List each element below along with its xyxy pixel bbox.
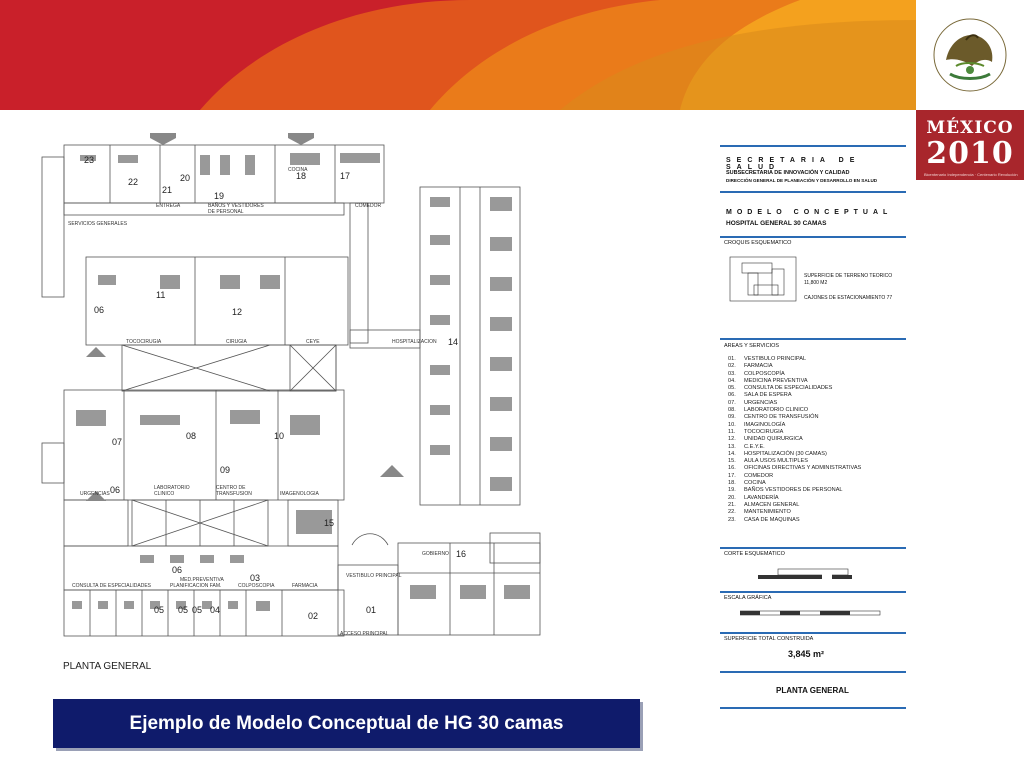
room-number: 17 xyxy=(340,171,351,181)
areas-heading: AREAS Y SERVICIOS xyxy=(724,343,780,349)
label-laboratorio: LABORATORIO xyxy=(154,485,190,491)
org-subtitle: SUBSECRETARIA DE INNOVACIÓN Y CALIDAD xyxy=(726,170,850,176)
seal-icon xyxy=(916,0,1024,110)
room-number: 05 xyxy=(192,605,203,615)
room-number: 10 xyxy=(274,431,285,441)
parking-spaces: CAJONES DE ESTACIONAMIENTO 77 xyxy=(804,295,893,301)
label-acceso: ACCESO PRINCIPAL xyxy=(340,631,389,637)
label-planificacion: PLANIFICACION FAM. xyxy=(170,583,222,589)
label-hospitalizacion: HOSPITALIZACION xyxy=(392,339,437,345)
room-number: 06 xyxy=(172,565,183,575)
divider xyxy=(720,591,906,593)
list-item: 14. HOSPITALIZACIÓN (30 CAMAS) xyxy=(728,450,827,457)
list-item: 06. SALA DE ESPERA xyxy=(728,392,792,399)
list-item: 07. URGENCIAS xyxy=(728,399,778,406)
list-item: 09. CENTRO DE TRANSFUSIÓN xyxy=(728,414,819,421)
list-item: 23. CASA DE MAQUINAS xyxy=(728,516,800,523)
list-item: 18. COCINA xyxy=(728,480,766,487)
label-banos-2: DE PERSONAL xyxy=(208,209,244,215)
room-number: 06 xyxy=(110,485,121,495)
floor-plan xyxy=(20,125,550,680)
room-number: 15 xyxy=(324,518,335,528)
site-area-value: 11,800 M2 xyxy=(804,280,828,286)
divider xyxy=(720,547,906,549)
org-direction: DIRECCIÓN GENERAL DE PLANEACIÓN Y DESARROLLO EN SALUD xyxy=(726,178,878,183)
built-area-value: 3,845 m² xyxy=(788,649,825,659)
org-title: SECRETARIA DE SALUD xyxy=(726,157,861,171)
graphic-scale xyxy=(740,605,890,621)
label-servicios-generales: SERVICIOS GENERALES xyxy=(68,221,128,227)
section-heading: CORTE ESQUEMATICO xyxy=(724,551,785,557)
built-area-heading: SUPERFICIE TOTAL CONSTRUIDA xyxy=(724,636,814,642)
list-item: 17. COMEDOR xyxy=(728,472,774,479)
caption-banner: Ejemplo de Modelo Conceptual de HG 30 camas xyxy=(53,699,640,748)
list-item: 04. MEDICINA PREVENTIVA xyxy=(728,377,808,384)
room-number: 18 xyxy=(296,171,307,181)
list-item: 03. COLPOSCOPÍA xyxy=(728,370,785,377)
label-banos: BAÑOS Y VESTIDORES xyxy=(208,203,264,209)
divider xyxy=(720,145,906,147)
label-cocina: COCINA xyxy=(288,167,308,173)
label-medprev: MED.PREVENTIVA xyxy=(180,577,224,583)
list-item: 11. TOCOCIRUGIA xyxy=(728,428,784,435)
room-number: 21 xyxy=(162,185,173,195)
room-number: 16 xyxy=(456,549,467,559)
list-item: 22. MANTENIMIENTO xyxy=(728,509,791,516)
plan-title: PLANTA GENERAL xyxy=(63,661,152,672)
room-number: 14 xyxy=(448,337,459,347)
room-number: 11 xyxy=(156,290,166,300)
label-clinico: CLINICO xyxy=(154,491,175,497)
model-title: MODELO CONCEPTUAL xyxy=(726,209,893,216)
list-item: 15. AULA USOS MULTIPLES xyxy=(728,458,808,465)
logo-subtitle: Bicentenario Independencia · Centenario Revolución xyxy=(924,172,1018,177)
logo-title: MÉXICO xyxy=(926,118,1014,138)
room-number: 12 xyxy=(232,307,243,317)
label-ceye: CEYE xyxy=(306,339,320,345)
coat-of-arms xyxy=(916,0,1024,110)
divider xyxy=(720,338,906,340)
list-item: 02. FARMACIA xyxy=(728,363,773,370)
label-vestibulo: VESTIBULO PRINCIPAL xyxy=(346,573,402,579)
header-banner xyxy=(0,0,916,110)
label-gobierno: GOBIERNO xyxy=(422,551,449,557)
list-item: 12. UNIDAD QUIRURGICA xyxy=(728,436,803,443)
label-centro: CENTRO DE xyxy=(216,485,246,491)
label-transfusion: TRANSFUSION xyxy=(216,491,252,497)
room-number: 22 xyxy=(128,177,139,187)
label-cirugia: CIRUGIA xyxy=(226,339,247,345)
label-urgencias: URGENCIAS xyxy=(80,491,110,497)
label-consulta: CONSULTA DE ESPECIALIDADES xyxy=(72,583,152,589)
panel-footer-title: PLANTA GENERAL xyxy=(776,686,849,695)
room-number: 09 xyxy=(220,465,231,475)
room-number: 05 xyxy=(154,605,165,615)
scale-heading: ESCALA GRÁFICA xyxy=(724,595,772,601)
croquis-heading: CROQUIS ESQUEMATICO xyxy=(724,240,792,246)
room-number: 01 xyxy=(366,605,377,615)
room-number: 08 xyxy=(186,431,197,441)
list-item: 05. CONSULTA DE ESPECIALIDADES xyxy=(728,385,833,392)
list-item: 19. BAÑOS VESTIDORES DE PERSONAL xyxy=(728,487,843,494)
label-farmacia: FARMACIA xyxy=(292,583,318,589)
list-item: 01. VESTIBULO PRINCIPAL xyxy=(728,356,807,362)
room-number: 04 xyxy=(210,605,221,615)
room-number: 07 xyxy=(112,437,123,447)
section-sketch xyxy=(758,563,858,583)
list-item: 21. ALMACEN GENERAL xyxy=(728,501,800,508)
floor-plan-drawing xyxy=(20,125,550,680)
label-entrega: ENTREGA xyxy=(156,203,181,209)
areas-list xyxy=(728,356,861,524)
list-item: 20. LAVANDERÍA xyxy=(728,494,779,501)
label-tococirugia: TOCOCIRUGIA xyxy=(126,339,162,345)
divider xyxy=(720,707,906,709)
room-number: 05 xyxy=(178,605,189,615)
room-number: 19 xyxy=(214,191,225,201)
label-imagenologia: IMAGENOLOGIA xyxy=(280,491,319,497)
mexico-2010-logo xyxy=(916,110,1024,180)
logo-year: 2010 xyxy=(926,136,1014,171)
site-sketch xyxy=(728,253,800,305)
room-number: 02 xyxy=(308,611,319,621)
room-number: 06 xyxy=(94,305,105,315)
label-comedor: COMEDOR xyxy=(355,203,382,209)
divider xyxy=(720,671,906,673)
room-number: 20 xyxy=(180,173,191,183)
banner-graphic xyxy=(0,0,916,110)
divider xyxy=(720,191,906,193)
title-block xyxy=(720,145,908,710)
label-colposcopia: COLPOSCOPIA xyxy=(238,583,275,589)
room-number: 23 xyxy=(84,155,95,165)
list-item: 08. LABORATORIO CLINICO xyxy=(728,407,809,414)
divider xyxy=(720,632,906,634)
model-subtitle: HOSPITAL GENERAL 30 CAMAS xyxy=(726,220,827,227)
list-item: 16. OFICINAS DIRECTIVAS Y ADMINISTRATIVAS xyxy=(728,465,862,472)
room-number: 03 xyxy=(250,573,261,583)
list-item: 10. IMAGINOLOGÍA xyxy=(728,421,786,428)
divider xyxy=(720,236,906,238)
site-area-label: SUPERFICIE DE TERRENO TEORICO xyxy=(804,273,893,279)
list-item: 13. C.E.Y.E. xyxy=(728,443,765,450)
